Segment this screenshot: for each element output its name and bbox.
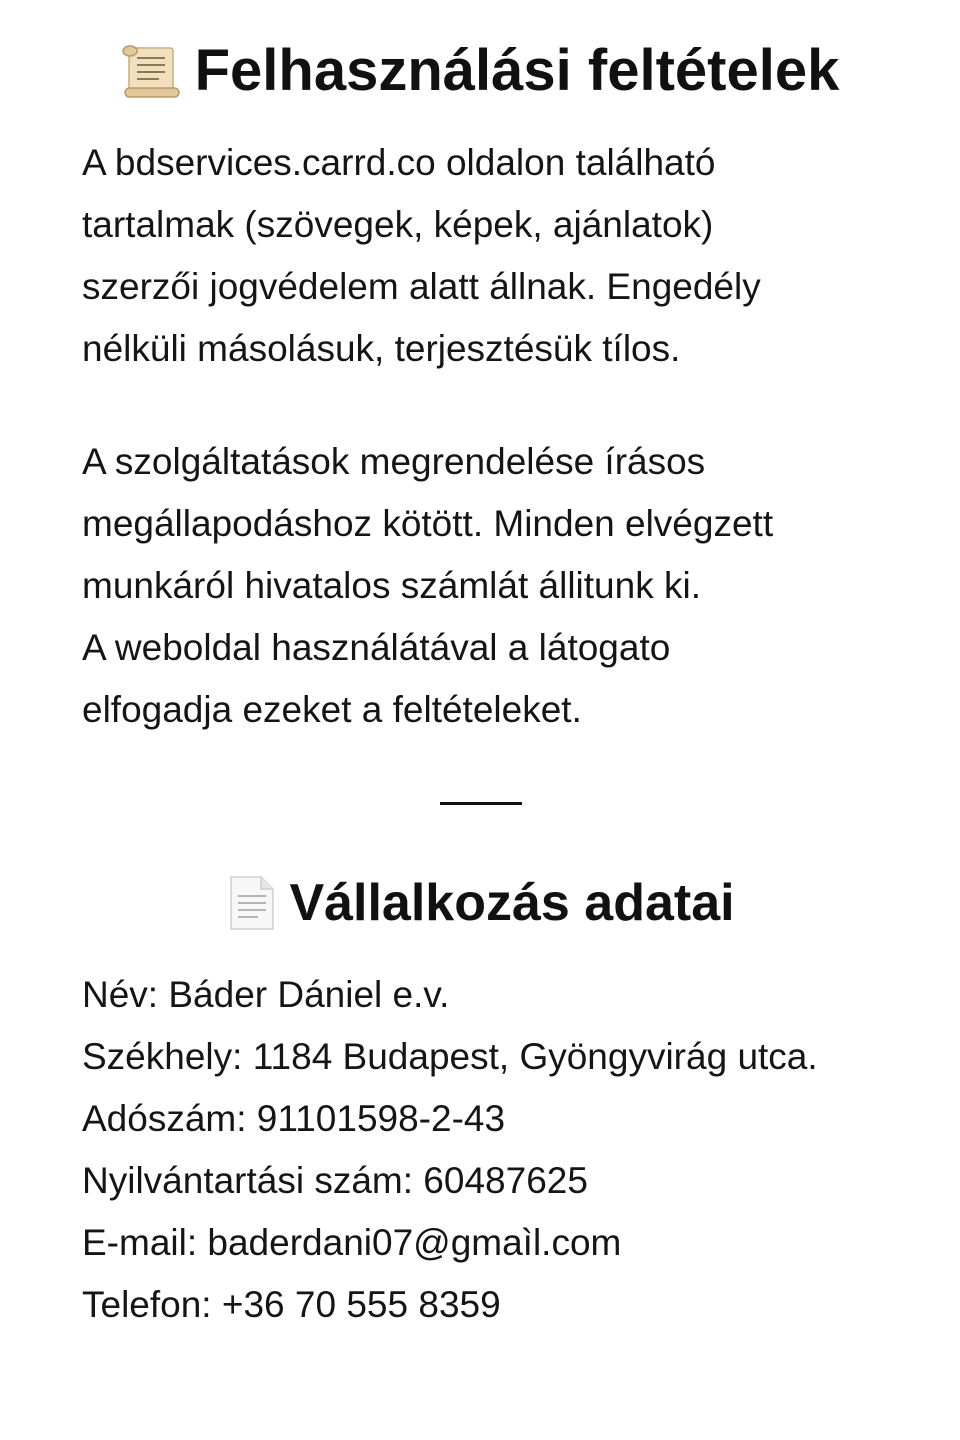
address-label: Székhely: [82,1036,243,1077]
name-label: Név: [82,974,159,1015]
business-row-tax-number [82,1088,952,1150]
scroll-icon [121,42,183,100]
section-divider [440,802,522,805]
terms-paragraph-copyright: A bdservices.carrd.co oldalon található tartalmak (szövegek, képek, ajánlatok) szerzői jogvédelem alatt állnak. Engedély nélküli másolásuk, terjesztésük tílos. [82,142,761,369]
phone-value[interactable]: +36 70 555 8359 [211,1284,501,1325]
name-value: Báder Dániel e.v. [158,974,450,1015]
tax-number-label: Adószám: [82,1098,247,1139]
business-row-name [82,964,952,1026]
business-details [82,964,952,1336]
email-label: E-mail: [82,1222,198,1263]
email-value[interactable]: baderdani07@gmaìl.com [197,1222,622,1263]
business-row-address [82,1026,952,1088]
registration-number-label: Nyilvántartási szám: [82,1160,414,1201]
business-row-email [82,1212,952,1274]
business-row-phone [82,1274,952,1336]
terms-title: Felhasználási feltételek [194,38,840,103]
tax-number-value: 91101598-2-43 [246,1098,506,1139]
business-heading [0,868,960,938]
business-row-registration-number [82,1150,952,1212]
registration-number-value: 60487625 [413,1160,588,1201]
document-icon [225,874,277,932]
terms-paragraph-orders: A szolgáltatások megrendelése írásos megállapodáshoz kötött. Minden elvégzett munkáról hivatalos számlát állitunk ki. A weboldal használátával a látogato elfogadja ezeket a feltételeket. [82,441,774,730]
business-title: Vállalkozás adatai [289,874,735,932]
phone-label: Telefon: [82,1284,212,1325]
terms-heading [0,36,960,106]
address-value: 1184 Budapest, Gyöngyvirág utca. [242,1036,818,1077]
